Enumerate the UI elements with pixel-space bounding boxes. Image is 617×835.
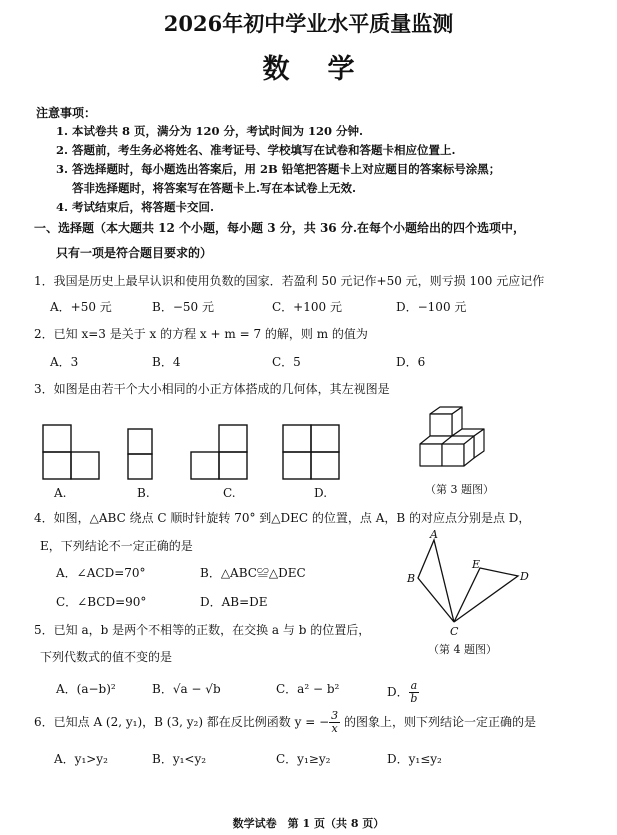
q4-option-d: D．AB=DE	[200, 595, 268, 609]
q5-option-d-label: D．	[387, 685, 409, 699]
q3-label-b: B.	[137, 486, 150, 500]
note-item: 4. 考试结束后，将答题卡交回.	[56, 200, 215, 214]
q3-label-c: C.	[223, 486, 236, 500]
section-heading-cont: 只有一项是符合题目要求的）	[56, 246, 213, 260]
question-2-stem: 2．已知 x=3 是关于 x 的方程 x + m = 7 的解，则 m 的值为	[34, 327, 368, 341]
page-footer: 数学试卷 第 1 页（共 8 页）	[232, 817, 385, 830]
note-item: 1. 本试卷共 8 页，满分为 120 分，考试时间为 120 分钟.	[56, 124, 364, 138]
note-item: 2. 答题前，考生务必将姓名、准考证号、学校填写在试卷和答题卡相应位置上.	[56, 143, 456, 157]
question-5-stem: 5．已知 a，b 是两个不相等的正数，在交换 a 与 b 的位置后，	[34, 623, 371, 637]
q2-option-c: C．5	[272, 355, 301, 369]
q4-option-b: B．△ABC≌△DEC	[200, 566, 306, 580]
q3-view-option-b	[127, 428, 157, 480]
question-6-stem	[34, 710, 536, 735]
q1-option-a: A．+50 元	[50, 300, 112, 314]
q6-option-c: C．y₁≥y₂	[276, 752, 331, 766]
subject-title: 数学	[262, 54, 393, 85]
q3-view-option-a	[42, 424, 102, 480]
q3-label-a: A.	[54, 486, 67, 500]
q4-point-d: D	[520, 570, 529, 583]
q3-view-option-d	[282, 424, 342, 480]
q4-point-e: E	[472, 558, 481, 571]
q3-cube-figure	[418, 404, 498, 474]
note-item: 3. 答选择题时，每小题选出答案后，用 2B 铅笔把答题卡上对应题目的答案标号涂黑；	[56, 162, 501, 176]
q5-option-a: A．(a−b)²	[56, 682, 116, 696]
q4-point-a: A	[430, 528, 438, 541]
question-1-stem: 1．我国是历史上最早认识和使用负数的国家．若盈利 50 元记作+50 元，则亏损 100 元应记作	[34, 274, 545, 288]
q6-option-a: A．y₁>y₂	[54, 752, 108, 766]
q3-view-option-c	[190, 424, 250, 480]
q1-option-b: B．−50 元	[152, 300, 214, 314]
q6-option-d: D．y₁≤y₂	[387, 752, 442, 766]
q5-option-b: B．√a − √b	[152, 682, 221, 696]
q1-option-c: C．+100 元	[272, 300, 342, 314]
q4-point-b: B	[407, 572, 416, 585]
q1-option-d: D．−100 元	[396, 300, 467, 314]
q3-label-d: D.	[314, 486, 328, 500]
note-item: 答非选择题时，将答案写在答题卡上.写在本试卷上无效.	[72, 181, 357, 195]
notes-heading: 注意事项：	[36, 106, 97, 120]
question-3-stem: 3．如图是由若干个大小相同的小正方体搭成的几何体，其左视图是	[34, 382, 390, 396]
q6-stem-post: 的图象上，则下列结论一定正确的是	[340, 715, 536, 729]
q5-option-d	[387, 680, 419, 705]
q2-option-d: D．6	[396, 355, 426, 369]
q2-option-b: B．4	[152, 355, 181, 369]
question-5-stem-cont: 下列代数式的值不变的是	[40, 650, 173, 664]
q4-triangle-figure	[400, 528, 540, 638]
q4-option-a: A．∠ACD=70°	[56, 566, 146, 580]
section-heading: 一、选择题（本大题共 12 个小题，每小题 3 分，共 36 分.在每个小题给出的四个选项中，	[34, 221, 525, 235]
question-4-stem: 4．如图，△ABC 绕点 C 顺时针旋转 70° 到△DEC 的位置，点 A，B 的对应点分别是点 D，	[34, 511, 531, 525]
q5-option-c: C．a² − b²	[276, 682, 340, 696]
q6-stem-pre: 6．已知点 A (2, y₁)，B (3, y₂) 都在反比例函数 y = −	[34, 715, 330, 729]
q4-option-c: C．∠BCD=90°	[56, 595, 147, 609]
q5-option-d-fraction: $\frac{a}{b}$	[410, 679, 418, 705]
q4-caption: （第 4 题图）	[428, 643, 497, 656]
page-title: 2026年初中学业水平质量监测	[163, 11, 454, 36]
q3-caption: （第 3 题图）	[425, 483, 494, 496]
q6-option-b: B．y₁<y₂	[152, 752, 207, 766]
question-4-stem-cont: E，下列结论不一定正确的是	[40, 539, 193, 553]
q6-fraction: $\frac{3}{x}$	[331, 709, 339, 735]
q2-option-a: A．3	[50, 355, 79, 369]
q4-point-c: C	[450, 625, 459, 638]
